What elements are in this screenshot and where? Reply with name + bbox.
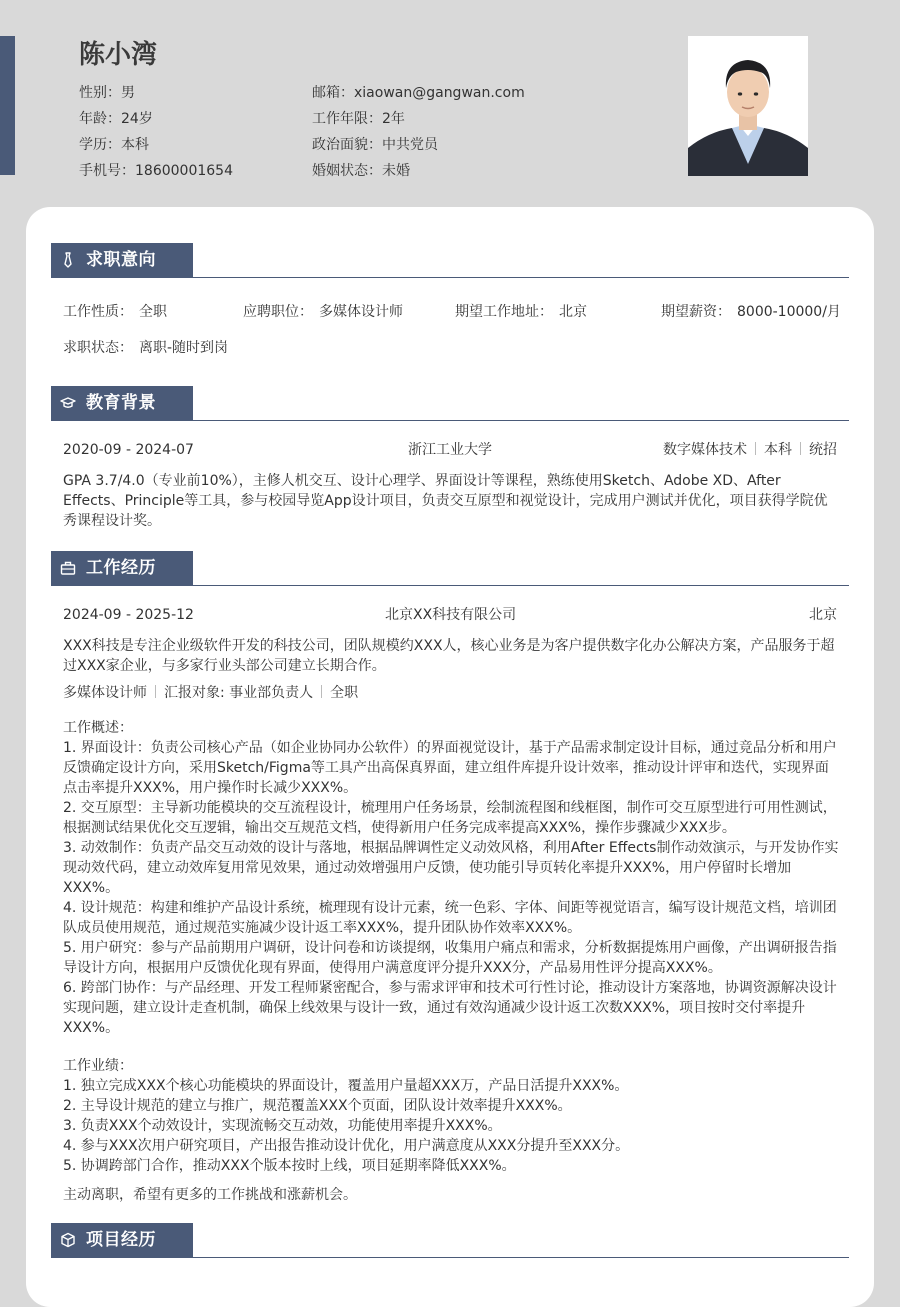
overview-item: 4. 设计规范：构建和维护产品设计系统，梳理现有设计元素，统一色彩、字体、间距等视觉语言，编写设计规范文档，培训团队成员使用规范，通过规范实施减少设计返工率XXX%，提升团队协作效率XXX%。 xyxy=(63,900,837,936)
achievement-item: 5. 协调跨部门合作，推动XXX个版本按时上线，项目延期率降低XXX%。 xyxy=(63,1158,516,1174)
education-tab xyxy=(51,386,193,420)
marital-status-label: 婚姻状态： xyxy=(312,163,382,179)
email-field xyxy=(312,80,525,106)
employment-type: 全职 xyxy=(330,685,359,701)
achievement-item: 4. 参与XXX次用户研究项目，产出报告推动设计优化，用户满意度从XXX分提升至XXX分。 xyxy=(63,1138,630,1154)
job-type-value: 全职 xyxy=(139,304,167,320)
gender-value: 男 xyxy=(121,85,135,101)
divider xyxy=(155,685,156,698)
report-to: 汇报对象: 事业部负责人 xyxy=(164,685,314,701)
education-title: 教育背景 xyxy=(86,393,156,413)
work-achievements xyxy=(63,1056,839,1176)
education-level-field xyxy=(79,132,233,158)
role-details xyxy=(63,683,358,703)
position-field xyxy=(243,302,403,322)
education-details xyxy=(663,440,837,460)
company-name: 北京XX科技有限公司 xyxy=(385,607,517,623)
gender-field xyxy=(79,80,233,106)
degree: 本科 xyxy=(764,442,792,458)
work-title: 工作经历 xyxy=(86,558,156,578)
achievement-item: 1. 独立完成XXX个核心功能模块的界面设计，覆盖用户量超XXX万，产品日活提升XXX%。 xyxy=(63,1078,629,1094)
location-field xyxy=(455,302,587,322)
location-value: 北京 xyxy=(559,304,587,320)
overview-item: 1. 界面设计：负责公司核心产品（如企业协同办公软件）的界面视觉设计，基于产品需求制定设计目标，通过竞品分析和用户反馈确定设计方向，采用Sketch/Figma等工具产出高保真界面，建立组件库提升设计效率，推动设计评审和迭代，实现界面点击率提升XXX%，用户操作时长减少XXX%。 xyxy=(63,740,837,796)
work-period: 2024-09 - 2025-12 xyxy=(63,607,194,623)
achievement-item: 3. 负责XXX个动效设计，实现流畅交互动效，功能使用率提升XXX%。 xyxy=(63,1118,502,1134)
political-status-label: 政治面貌： xyxy=(312,137,382,153)
political-status-value: 中共党员 xyxy=(382,137,438,153)
age-field xyxy=(79,106,233,132)
job-status-field xyxy=(63,338,228,358)
education-level-label: 学历： xyxy=(79,137,121,153)
gender-label: 性别： xyxy=(79,85,121,101)
education-description: GPA 3.7/4.0（专业前10%），主修人机交互、设计心理学、界面设计等课程，熟练使用Sketch、Adobe XD、After Effects、Principle等工具，参与校园导览App设计项目，负责交互原型和视觉设计，完成用户测试并优化，项目获得学院优秀课程设计奖。 xyxy=(63,473,828,529)
job-type-field xyxy=(63,302,167,322)
job-intent-tab xyxy=(51,243,193,277)
overview-item: 5. 用户研究：参与产品前期用户调研，设计问卷和访谈提纲，收集用户痛点和需求，分析数据提炼用户画像，产出调研报告指导设计方向，根据用户反馈优化现有界面，使得用户满意度评分提升XXX分，产品易用性评分提高XXX%。 xyxy=(63,940,837,976)
marital-status-value: 未婚 xyxy=(382,163,410,179)
job-type-label: 工作性质： xyxy=(63,304,133,320)
salary-field xyxy=(661,302,841,322)
leave-reason: 主动离职，希望有更多的工作挑战和涨薪机会。 xyxy=(63,1187,357,1203)
job-intent-section-header xyxy=(51,243,849,278)
avatar xyxy=(688,36,808,176)
work-overview xyxy=(63,718,839,1038)
projects-section-header xyxy=(51,1223,849,1258)
phone-label: 手机号： xyxy=(79,163,135,179)
candidate-name: 陈小湾 xyxy=(79,40,158,70)
education-section-header xyxy=(51,386,849,421)
major: 数字媒体技术 xyxy=(663,442,747,458)
header-accent-bar xyxy=(0,36,15,175)
work-years-field xyxy=(312,106,525,132)
enrollment-type: 统招 xyxy=(809,442,837,458)
divider xyxy=(800,442,801,455)
salary-value: 8000-10000/月 xyxy=(737,304,841,320)
school-name: 浙江工业大学 xyxy=(408,442,492,458)
education-level-value: 本科 xyxy=(121,137,149,153)
work-years-label: 工作年限： xyxy=(312,111,382,127)
company-intro: XXX科技是专注企业级软件开发的科技公司，团队规模约XXX人，核心业务是为客户提供数字化办公解决方案，产品服务于超过XXX家企业，与多家行业头部公司建立长期合作。 xyxy=(63,638,835,674)
education-period: 2020-09 - 2024-07 xyxy=(63,442,194,458)
salary-label: 期望薪资： xyxy=(661,304,731,320)
job-status-value: 离职-随时到岗 xyxy=(139,340,229,356)
position-label: 应聘职位： xyxy=(243,304,313,320)
graduation-cap-icon xyxy=(60,395,76,411)
briefcase-icon xyxy=(60,560,76,576)
work-tab xyxy=(51,551,193,585)
work-years-value: 2年 xyxy=(382,111,405,127)
basic-info-left xyxy=(79,80,233,184)
political-status-field xyxy=(312,132,525,158)
email-value: xiaowan@gangwan.com xyxy=(354,85,525,101)
email-label: 邮箱： xyxy=(312,85,354,101)
divider xyxy=(321,685,322,698)
work-section-header xyxy=(51,551,849,586)
tie-icon xyxy=(60,252,76,268)
location-label: 期望工作地址： xyxy=(455,304,553,320)
position-value: 多媒体设计师 xyxy=(319,304,403,320)
avatar-portrait-icon xyxy=(688,36,808,176)
projects-title: 项目经历 xyxy=(86,1230,156,1250)
job-status-label: 求职状态： xyxy=(63,340,133,356)
age-label: 年龄： xyxy=(79,111,121,127)
job-intent-title: 求职意向 xyxy=(86,250,156,270)
overview-item: 3. 动效制作：负责产品交互动效的设计与落地，根据品牌调性定义动效风格，利用After Effects制作动效演示，与开发协作实现动效代码，建立动效库复用常见效果，通过动效增强用户反馈，使功能引导页转化率提升XXX%，用户停留时长增加XXX%。 xyxy=(63,840,839,896)
cube-icon xyxy=(60,1232,76,1248)
phone-field xyxy=(79,158,233,184)
phone-value: 18600001654 xyxy=(135,163,233,179)
overview-item: 6. 跨部门协作：与产品经理、开发工程师紧密配合，参与需求评审和技术可行性讨论，推动设计方案落地，协调资源解决设计实现问题，建立设计走查机制，确保上线效果与设计一致，通过有效沟通减少设计返工次数XXX%，项目按时交付率提升XXX%。 xyxy=(63,980,837,1036)
achievements-title: 工作业绩： xyxy=(63,1058,133,1074)
basic-info-right xyxy=(312,80,525,184)
work-city: 北京 xyxy=(809,607,837,623)
projects-tab xyxy=(51,1223,193,1257)
overview-title: 工作概述： xyxy=(63,720,133,736)
overview-item: 2. 交互原型：主导新功能模块的交互流程设计，梳理用户任务场景，绘制流程图和线框图，制作可交互原型进行可用性测试，根据测试结果优化交互逻辑，输出交互规范文档，使得新用户任务完成率提高XXX%，操作步骤减少XXX步。 xyxy=(63,800,837,836)
age-value: 24岁 xyxy=(121,111,153,127)
achievement-item: 2. 主导设计规范的建立与推广，规范覆盖XXX个页面，团队设计效率提升XXX%。 xyxy=(63,1098,572,1114)
divider xyxy=(755,442,756,455)
role-title: 多媒体设计师 xyxy=(63,685,147,701)
marital-status-field xyxy=(312,158,525,184)
